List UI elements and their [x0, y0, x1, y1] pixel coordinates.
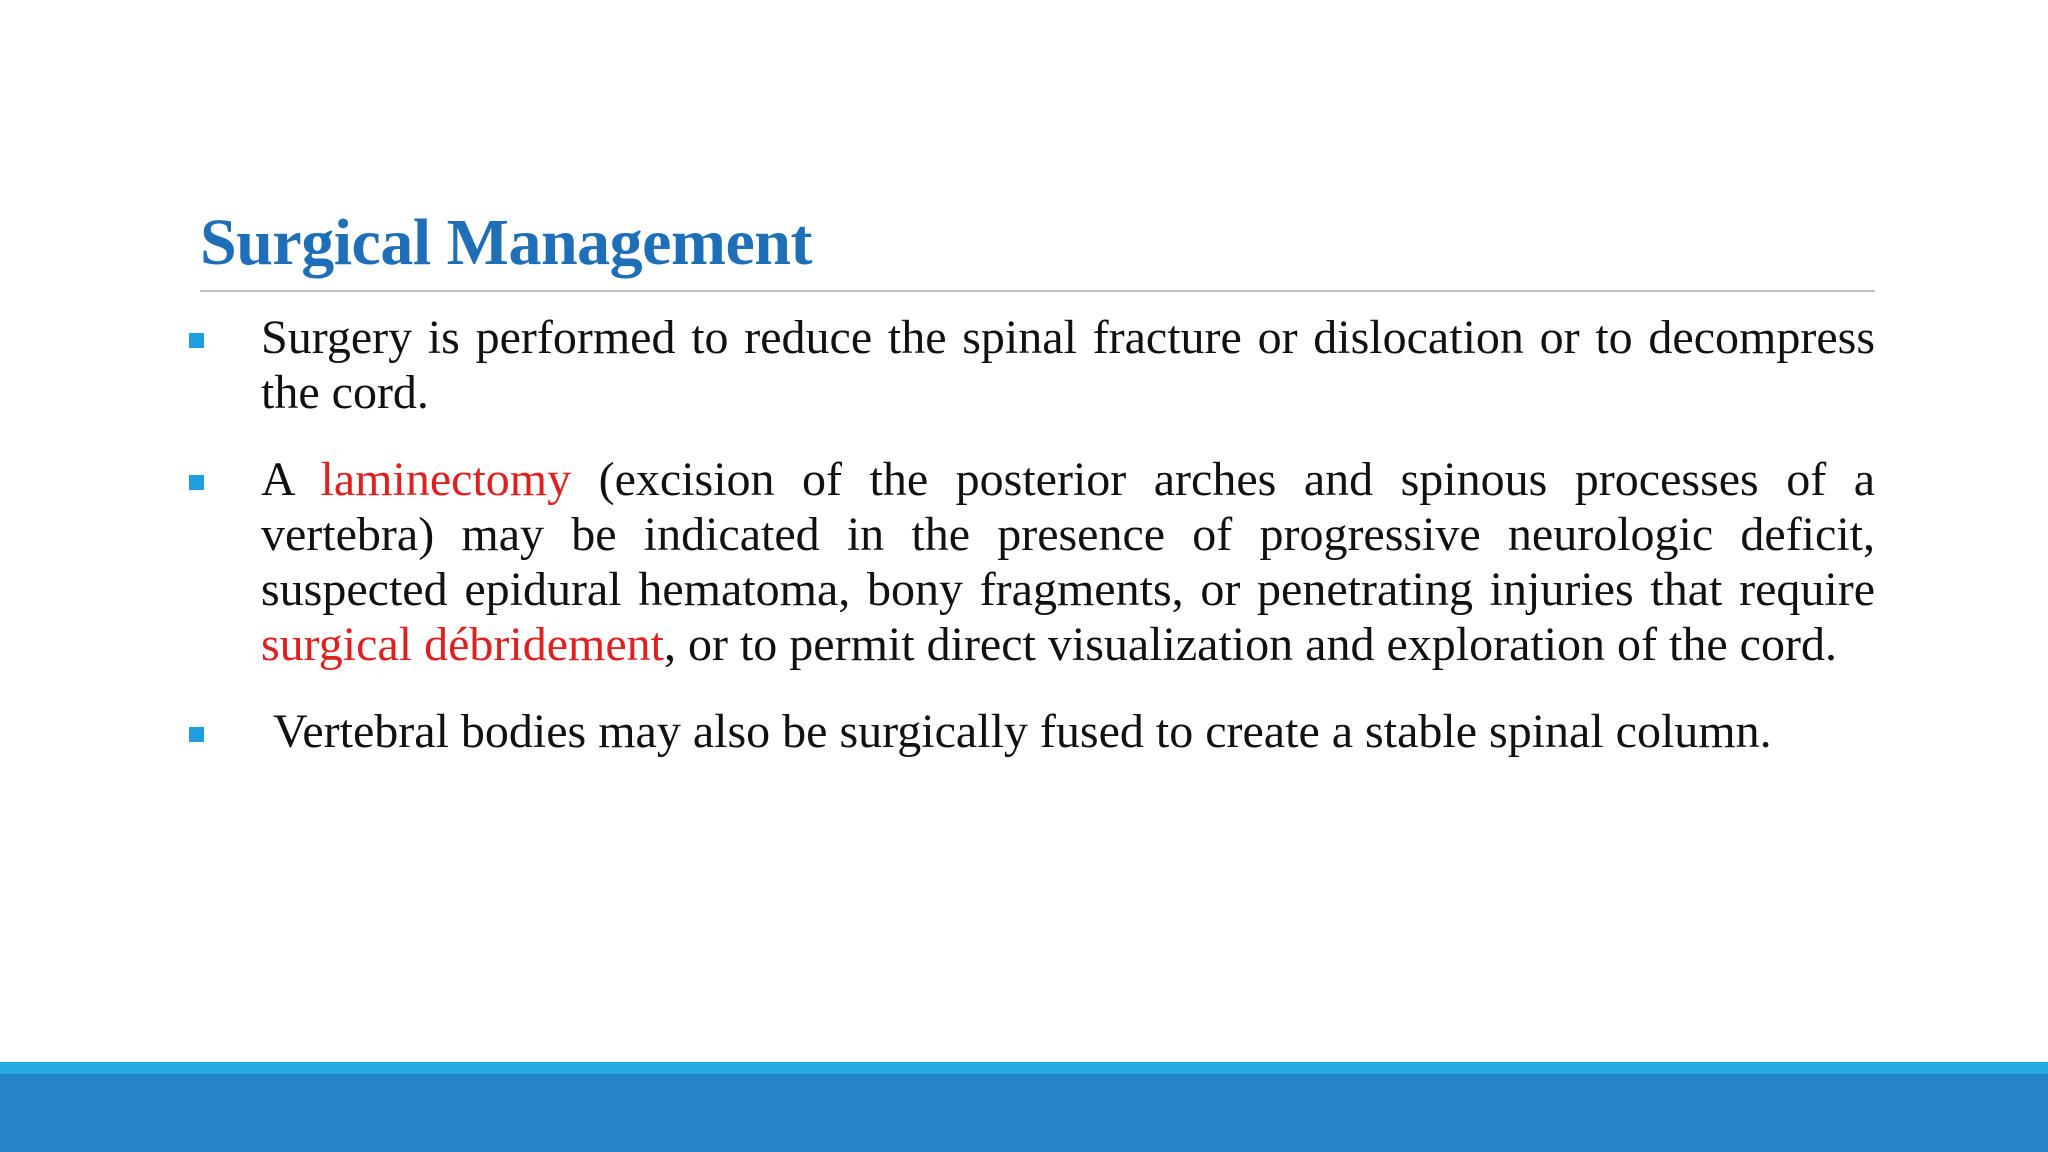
highlight-term-laminectomy: laminectomy: [320, 453, 572, 506]
square-bullet-icon: [189, 475, 204, 490]
footer-accent-bar: [0, 1062, 2048, 1074]
footer-bar: [0, 1074, 2048, 1152]
slide-title: Surgical Management: [200, 206, 812, 279]
square-bullet-icon: [189, 333, 204, 348]
title-divider: [200, 290, 1875, 292]
bullet-text: Vertebral bodies may also be surgically fused to create a stable spinal column.: [261, 705, 1772, 758]
bullet-text: , or to permit direct visualization and exploration of the cord.: [663, 618, 1837, 671]
highlight-term-debridement: surgical débridement: [261, 618, 664, 671]
bullet-text: (excision of the posterior arches and spinous processes of a vertebra) may be indicated in the presence of progressive neurologic deficit, suspected epidural hematoma, bony fragments, or penetrating injuries that require: [261, 453, 1876, 616]
bullet-item-fusion: [185, 704, 1875, 759]
bullet-text: Surgery is performed to reduce the spinal fracture or dislocation or to decompress the cord.: [261, 311, 1875, 419]
square-bullet-icon: [189, 727, 204, 742]
bullet-item-surgery: [185, 310, 1875, 420]
bullet-text: A: [261, 453, 321, 506]
bullet-list: [185, 310, 1875, 791]
bullet-item-laminectomy: [185, 452, 1875, 672]
